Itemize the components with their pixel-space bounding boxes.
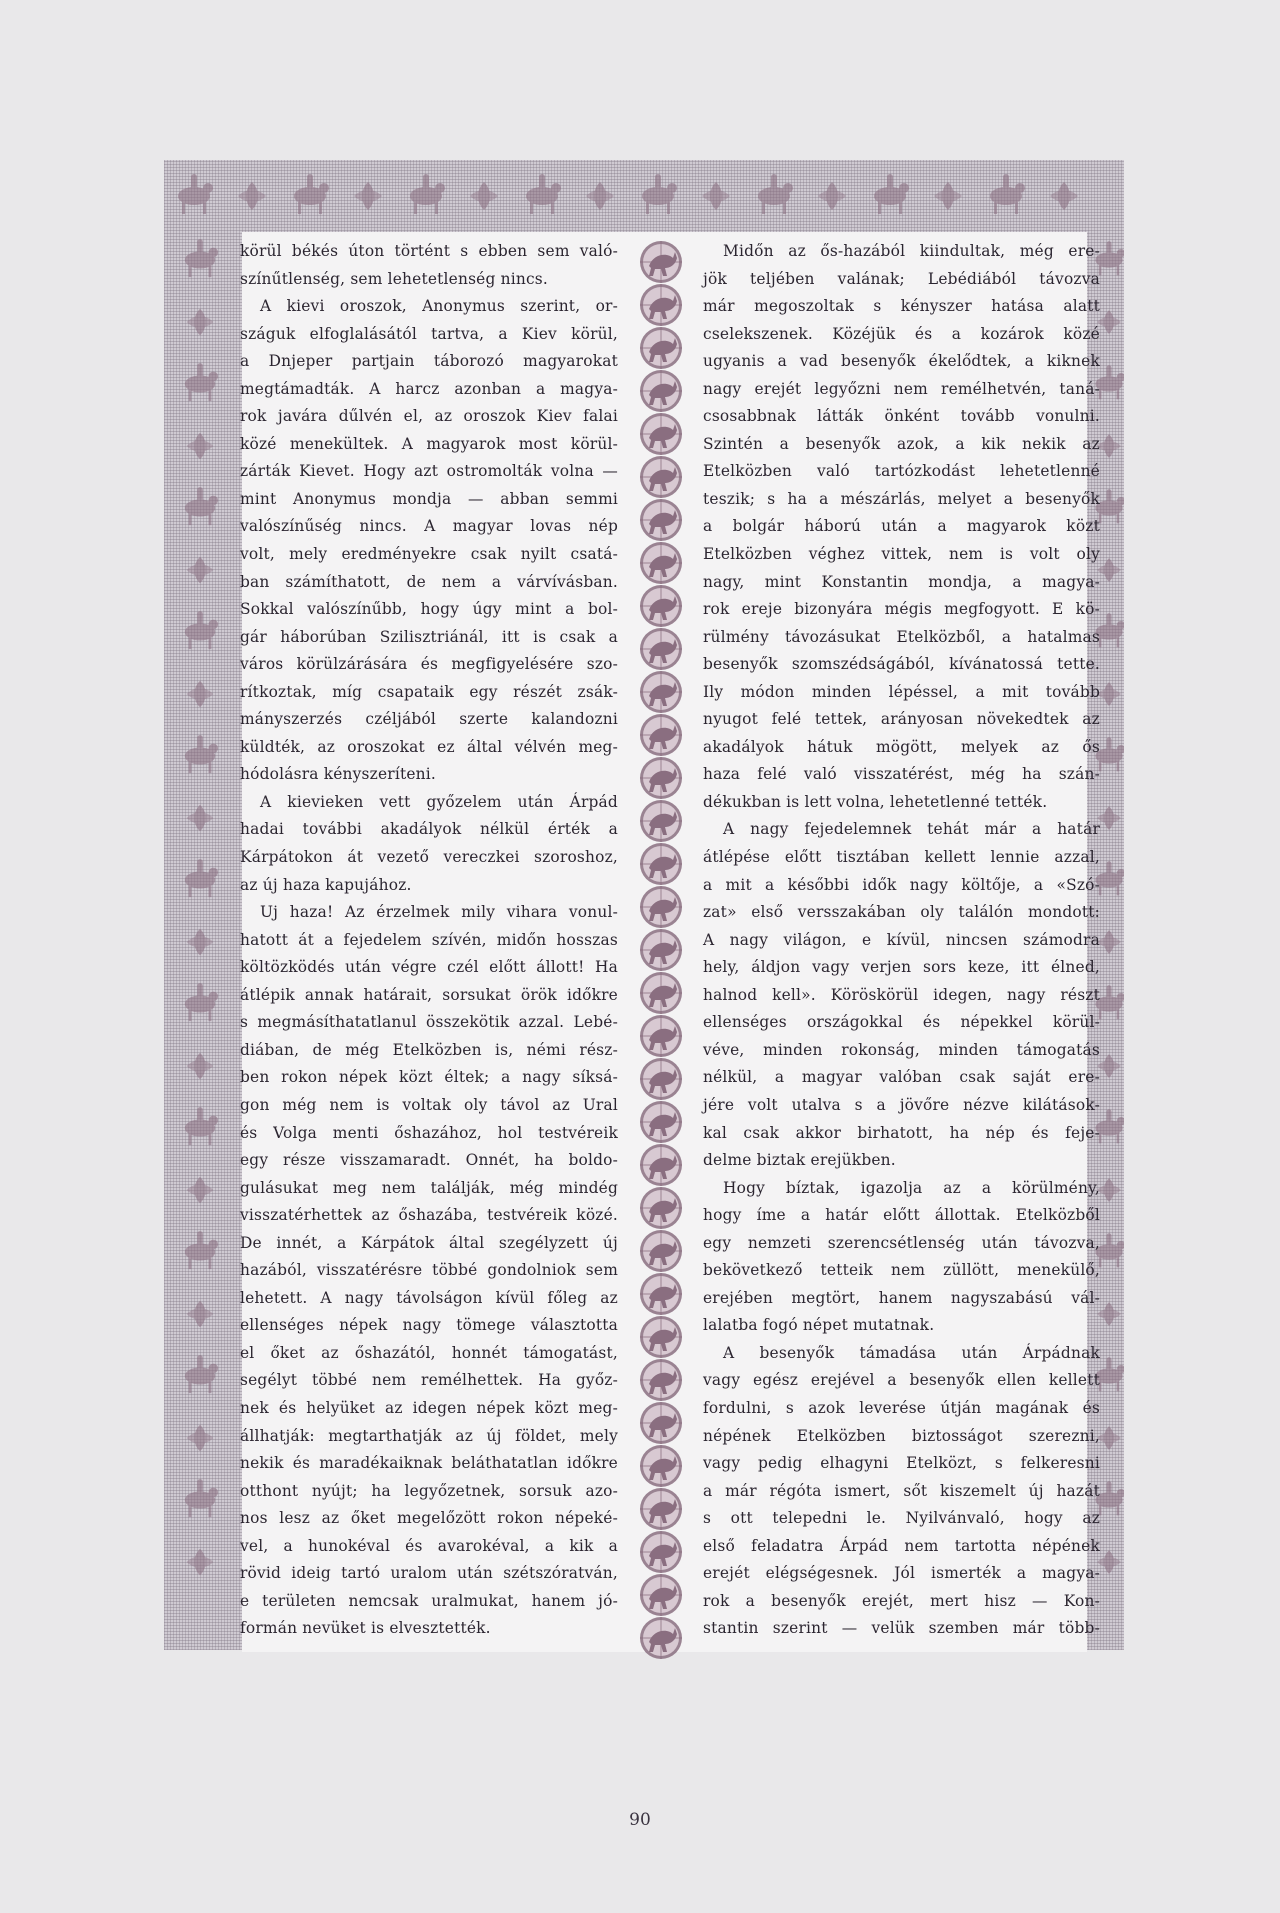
text-line: volt, mely eredményekre csak nyilt csatá- — [240, 545, 618, 564]
left-text-column — [240, 238, 618, 1643]
rider-motif — [185, 1107, 218, 1145]
text-line: Kárpátokon át vezető vereczkei szoroshoz, — [240, 848, 618, 867]
text-line: zárták Kievet. Hogy azt ostromolták volna — — [240, 462, 618, 481]
leaf-motif — [1097, 1302, 1121, 1326]
rider-motif — [410, 174, 445, 214]
text-line: Szintén a besenyők azok, a kik nekik az — [703, 434, 1100, 453]
text-line: nekik és maradékaiknak beláthatatlan időkre — [240, 1454, 618, 1473]
leaf-motif — [187, 1425, 214, 1452]
text-line: s megmásíthatatlanul összekötik azzal. Lebé- — [240, 1013, 618, 1032]
leaf-motif — [187, 309, 214, 336]
text-line: nek és helyüket az idegen népek közt meg- — [240, 1398, 618, 1417]
text-line: A kievi oroszok, Anonymus szerint, or- — [260, 297, 618, 316]
animal-roundel — [640, 370, 682, 412]
text-line: besenyők szomszédságából, kívánatossá tette. — [703, 655, 1100, 674]
text-line: akadályok hátuk mögött, melyek az ős — [703, 737, 1100, 756]
text-line: Etelközben véghez vittek, nem is volt oly — [703, 545, 1100, 564]
animal-roundel — [640, 499, 682, 541]
text-line: vel, a hunokéval és avarokéval, a kik a — [240, 1536, 618, 1555]
text-line: az új haza kapujához. — [240, 875, 412, 894]
text-line: stantin szerint — velük szemben már több- — [703, 1619, 1100, 1638]
text-line: ban számíthatott, de nem a várvívásban. — [240, 572, 618, 591]
rider-motif — [185, 859, 218, 897]
animal-roundel — [640, 241, 682, 283]
text-line: ellenséges országokkal és népekkel körül- — [703, 1013, 1100, 1032]
text-line: mányszerzés czéljából szerte kalandozni — [240, 710, 618, 729]
rider-motif — [642, 174, 677, 214]
animal-roundel — [640, 1488, 682, 1530]
text-line: a már régóta ismert, sőt kiszemelt új hazát — [703, 1481, 1100, 1500]
leaf-motif — [1097, 806, 1121, 830]
animal-roundel — [640, 1187, 682, 1229]
text-line: vagy egész erejével a besenyők ellen kellett — [703, 1371, 1100, 1390]
leaf-motif — [1097, 558, 1121, 582]
animal-roundel — [640, 1445, 682, 1487]
leaf-motif — [187, 929, 214, 956]
text-line: erejét elégségesnek. Jól ismerték a magya- — [703, 1564, 1100, 1583]
text-line: átlépik annak határait, sorsukat örök időkre — [240, 985, 618, 1004]
animal-roundel — [640, 800, 682, 842]
leaf-motif — [187, 1549, 214, 1576]
animal-roundel — [640, 972, 682, 1014]
text-line: nagy, mint Konstantin mondja, a magya- — [703, 572, 1100, 591]
leaf-motif — [187, 805, 214, 832]
rider-motif — [185, 363, 218, 401]
text-line: diában, de még Etelközben is, némi rész- — [240, 1040, 618, 1059]
text-line: népének Etelközben biztosságot szerezni, — [703, 1426, 1100, 1445]
text-line: csosabbnak látták önként tovább vonulni. — [703, 407, 1100, 426]
text-line: el őket az őshazától, honnét támogatást, — [240, 1343, 618, 1362]
leaf-motif — [818, 182, 846, 210]
text-line: már megoszoltak s kényszer hatása alatt — [703, 297, 1100, 316]
animal-roundel — [640, 284, 682, 326]
leaf-motif — [354, 182, 382, 210]
text-line: hódolásra kényszeríteni. — [240, 765, 436, 784]
rider-motif — [185, 1231, 218, 1269]
text-line: átlépése előtt tisztában kellett lennie azzal, — [703, 848, 1100, 867]
text-line: haza felé való visszatérést, még ha szán- — [703, 765, 1100, 784]
text-line: valószínűség nincs. A magyar lovas nép — [240, 517, 618, 536]
rider-motif — [526, 174, 561, 214]
animal-roundel — [640, 1617, 682, 1659]
text-line: körül békés úton történt s ebben sem való- — [240, 242, 618, 260]
rider-motif — [990, 174, 1025, 214]
animal-roundel — [640, 1144, 682, 1186]
animal-roundel — [640, 1273, 682, 1315]
right-text-column — [703, 238, 1100, 1643]
leaf-motif — [187, 557, 214, 584]
text-line: rülmény távozásukat Etelközből, a hatalmas — [703, 627, 1100, 646]
text-line: véve, minden rokonság, minden támogatás — [703, 1040, 1100, 1059]
text-line: színűtlenség, sem lehetetlenség nincs. — [240, 269, 548, 288]
text-line: s ott telepedni le. Nyilvánvaló, hogy az — [703, 1509, 1100, 1528]
text-line: nos lesz az őket megelőzött rokon népeké- — [240, 1509, 618, 1528]
text-line: száguk elfoglalásától tartva, a Kiev körül, — [240, 324, 618, 343]
leaf-motif — [586, 182, 614, 210]
leaf-motif — [1097, 1054, 1121, 1078]
text-line: hazából, visszatérésre többé gondolniok sem — [240, 1261, 618, 1280]
animal-roundel — [640, 542, 682, 584]
text-line: lehetett. A nagy távolságon kívül főleg az — [240, 1288, 618, 1307]
animal-roundel — [640, 413, 682, 455]
rider-motif — [874, 174, 909, 214]
text-line: Sokkal valószínűbb, hogy úgy mint a bol- — [240, 600, 618, 619]
text-line: fordulni, s azok leverése útján magának és — [703, 1398, 1100, 1417]
animal-roundel — [640, 757, 682, 799]
animal-roundel — [640, 1015, 682, 1057]
animal-roundel — [640, 929, 682, 971]
text-line: erejében megtört, hanem nagyszabású vál- — [703, 1288, 1100, 1307]
text-line: rövid ideig tartó uralom után szétszóratván, — [240, 1564, 618, 1583]
text-line: küldték, az oroszokat ez által vélvén meg- — [240, 737, 618, 756]
text-line: De innét, a Kárpátok által szegélyzett új — [240, 1233, 618, 1252]
animal-roundel — [640, 1402, 682, 1444]
text-line: ugyanis a vad besenyők ékelődtek, a kiknek — [703, 352, 1100, 371]
text-line: hely, áldjon vagy verjen sors keze, itt élned, — [703, 958, 1100, 977]
text-line: rok a besenyők erejét, mert hisz — Kon- — [703, 1591, 1100, 1610]
animal-roundel — [640, 585, 682, 627]
text-line: megtámadták. A harcz azonban a magya- — [240, 379, 618, 398]
leaf-motif — [187, 1177, 214, 1204]
text-line: cselekszenek. Közéjük és a kozárok közé — [703, 324, 1100, 343]
text-line: állhatják: megtarthatják az új földet, mely — [240, 1426, 618, 1445]
leaf-motif — [1097, 1426, 1121, 1450]
text-line: segélyt többé nem remélhettek. Ha győz- — [240, 1371, 618, 1390]
text-line: lalatba fogó népet mutatnak. — [703, 1316, 935, 1335]
text-line: mint Anonymus mondja — abban semmi — [240, 489, 618, 508]
text-line: formán nevüket is elvesztették. — [240, 1619, 491, 1638]
text-line: rok javára dűlvén el, az oroszok Kiev falai — [240, 407, 618, 426]
text-line: nélkül, a magyar valóban csak saját ere- — [703, 1068, 1100, 1087]
animal-roundel — [640, 714, 682, 756]
leaf-motif — [1097, 930, 1121, 954]
leaf-motif — [934, 182, 962, 210]
leaf-motif — [1097, 1178, 1121, 1202]
text-line: e területen nemcsak uralmukat, hanem jó- — [240, 1591, 618, 1610]
rider-motif — [185, 1355, 218, 1393]
text-line: a mit a későbbi idők nagy költője, a «Szó- — [703, 875, 1100, 894]
text-line: A nagy fejedelemnek tehát már a határ — [723, 820, 1100, 839]
rider-motif — [758, 174, 793, 214]
animal-roundel — [640, 843, 682, 885]
animal-roundel — [640, 1058, 682, 1100]
text-line: Uj haza! Az érzelmek mily vihara vonul- — [260, 903, 618, 922]
text-line: egy része visszamaradt. Onnét, ha boldo- — [240, 1151, 618, 1170]
text-line: rítkoztak, míg csapataik egy részét zsák- — [240, 682, 618, 701]
leaf-motif — [1097, 434, 1121, 458]
leaf-motif — [702, 182, 730, 210]
rider-motif — [185, 1479, 218, 1517]
text-line: gár háborúban Szilisztriánál, itt is csak a — [240, 627, 618, 646]
text-line: nyugot felé tettek, arányosan növekedtek az — [703, 710, 1100, 729]
text-line: teszik; s ha a mészárlás, melyet a besenyők — [703, 489, 1100, 508]
leaf-motif — [187, 433, 214, 460]
leaf-motif — [187, 681, 214, 708]
leaf-motif — [1050, 182, 1078, 210]
text-line: visszatérhettek az őshazába, testvéreik közé. — [240, 1206, 618, 1225]
roundel-column-divider — [633, 232, 689, 1660]
text-line: jök teljében valának; Lebédiából távozva — [703, 269, 1100, 288]
text-line: Midőn az ős-hazából kiindultak, még ere- — [723, 242, 1100, 260]
leaf-motif — [238, 182, 266, 210]
rider-motif — [185, 983, 218, 1021]
text-line: vagy pedig elhagyni Etelközt, s felkeresni — [703, 1454, 1100, 1473]
text-line: gulásukat meg nem találják, még mindég — [240, 1178, 618, 1197]
text-line: ben rokon népek közt éltek; a nagy síksá- — [240, 1068, 618, 1087]
text-line: A nagy világon, e kívül, nincsen számodra — [703, 930, 1100, 949]
text-line: és Volga menti őshazához, hol testvéreik — [240, 1123, 618, 1142]
text-line: A kievieken vett győzelem után Árpád — [260, 792, 618, 811]
leaf-motif — [470, 182, 498, 210]
animal-roundel — [640, 456, 682, 498]
text-line: ellenséges népek nagy tömege választotta — [240, 1316, 618, 1335]
text-line: gon még nem is voltak oly távol az Ural — [240, 1095, 618, 1114]
leaf-motif — [1097, 310, 1121, 334]
text-line: A besenyők támadása után Árpádnak — [723, 1343, 1100, 1362]
text-line: a bolgár háború után a magyarok közt — [703, 517, 1100, 536]
rider-motif — [178, 174, 213, 214]
animal-roundel — [640, 1230, 682, 1272]
leaf-motif — [187, 1053, 214, 1080]
animal-roundel — [640, 1574, 682, 1616]
animal-roundel — [640, 628, 682, 670]
animal-roundel — [640, 1101, 682, 1143]
text-line: hadai további akadályok nélkül érték a — [240, 820, 618, 839]
animal-roundel — [640, 327, 682, 369]
text-line: jére volt utalva s a jövőre nézve kilátások- — [703, 1095, 1100, 1114]
text-line: első feladatra Árpád nem tartotta népének — [703, 1536, 1100, 1555]
text-line: hatott át a fejedelem szívén, midőn hosszas — [240, 930, 618, 949]
rider-motif — [185, 611, 218, 649]
animal-roundel — [640, 886, 682, 928]
text-line: költözködés után végre czél előtt állott! Ha — [240, 958, 618, 977]
animal-roundel — [640, 1316, 682, 1358]
animal-roundel — [640, 1359, 682, 1401]
text-line: halnod kell». Köröskörül idegen, nagy részt — [703, 985, 1100, 1004]
rider-motif — [185, 239, 218, 277]
text-line: közé menekültek. A magyarok most körül- — [240, 434, 618, 453]
text-line: a Dnjeper partjain táborozó magyarokat — [240, 352, 618, 371]
rider-motif — [294, 174, 329, 214]
text-line: otthont nyújt; ha legyőzetnek, sorsuk azo- — [240, 1481, 618, 1500]
page-number: 90 — [629, 1810, 651, 1830]
text-line: Ily módon minden lépéssel, a mit tovább — [703, 682, 1100, 701]
text-line: hogy íme a határ előtt állottak. Etelközből — [703, 1206, 1100, 1225]
leaf-motif — [1097, 682, 1121, 706]
text-line: zat» első versszakában oly találón mondott: — [703, 903, 1100, 922]
leaf-motif — [187, 1301, 214, 1328]
text-line: kal csak akkor birhatott, ha nép és feje- — [703, 1123, 1100, 1142]
text-line: város körülzárására és megfigyelésére szo- — [240, 655, 618, 674]
text-line: nagy erejét legyőzni nem remélhetvén, taná- — [703, 379, 1100, 398]
text-line: rok ereje bizonyára mégis megfogyott. E kö- — [703, 600, 1100, 619]
leaf-motif — [1097, 1550, 1121, 1574]
animal-roundel — [640, 671, 682, 713]
text-line: delme biztak erejükben. — [703, 1151, 896, 1170]
text-line: bekövetkező tetteik nem züllött, menekülő, — [703, 1261, 1100, 1280]
animal-roundel — [640, 1531, 682, 1573]
text-line: Etelközben való tartózkodást lehetetlenné — [703, 462, 1100, 481]
text-line: egy nemzeti szerencsétlenség után távozva, — [703, 1233, 1100, 1252]
rider-motif — [185, 487, 218, 525]
text-line: Hogy bíztak, igazolja az a körülmény, — [723, 1178, 1100, 1197]
text-line: dékukban is lett volna, lehetetlenné tették. — [703, 792, 1048, 811]
rider-motif — [185, 735, 218, 773]
